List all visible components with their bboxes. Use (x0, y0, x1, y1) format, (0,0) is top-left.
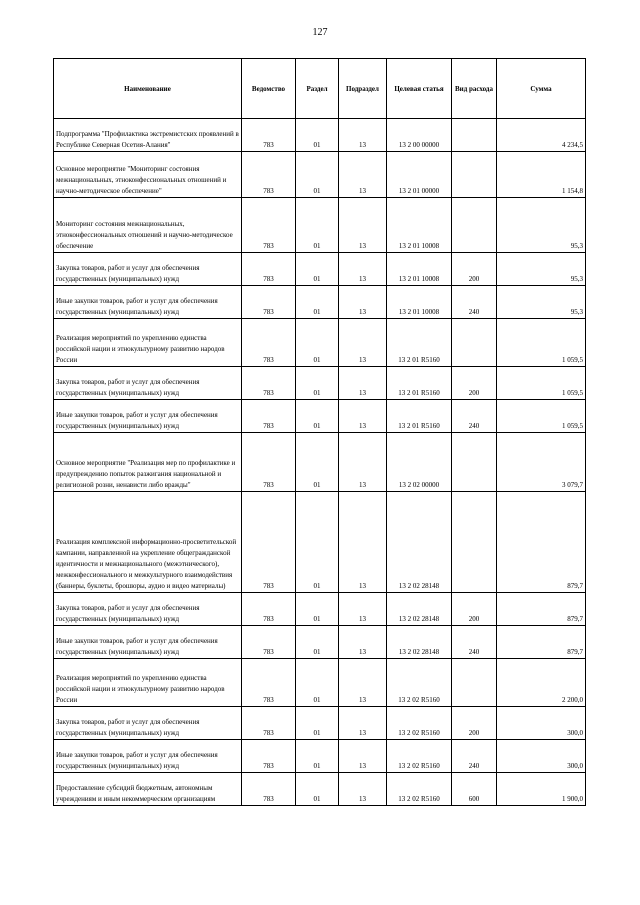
row-amount-cell: 1 059,5 (497, 400, 586, 433)
row-name-cell: Предоставление субсидий бюджетным, автономным учреждениям и иным некоммерческим организациям (54, 773, 242, 806)
row-subsection-cell: 13 (339, 593, 387, 626)
row-expense-type-cell (452, 198, 497, 253)
row-expense-type-cell: 200 (452, 707, 497, 740)
row-department-cell: 783 (242, 659, 296, 707)
row-target-article-cell: 13 2 02 28148 (387, 626, 452, 659)
row-target-article-cell: 13 2 02 R5160 (387, 740, 452, 773)
row-subsection-cell: 13 (339, 659, 387, 707)
table-row (54, 659, 586, 707)
row-name-cell: Иные закупки товаров, работ и услуг для обеспечения государственных (муниципальных) нужд (54, 626, 242, 659)
row-name-cell: Подпрограмма "Профилактика экстремистских проявлений в Республике Северная Осетия-Алания" (54, 119, 242, 152)
row-subsection-cell: 13 (339, 119, 387, 152)
row-amount-cell: 1 900,0 (497, 773, 586, 806)
row-section-cell: 01 (296, 319, 339, 367)
row-name-cell: Реализация мероприятий по укреплению единства российской нации и этнокультурному развитию народов России (54, 319, 242, 367)
row-department-cell: 783 (242, 492, 296, 593)
row-subsection-cell: 13 (339, 152, 387, 198)
table-row (54, 626, 586, 659)
row-subsection-cell: 13 (339, 319, 387, 367)
row-department-cell: 783 (242, 400, 296, 433)
row-subsection-cell: 13 (339, 773, 387, 806)
row-name-cell: Реализация комплексной информационно-просветительской кампании, направленной на укрепление общегражданской идентичности и межнационального (межэтнического), межконфессионального и межкультурного взаимодействия (баннеры, буклеты, брошюры, аудио и видео материалы) (54, 492, 242, 593)
budget-table (53, 58, 586, 806)
row-department-cell: 783 (242, 433, 296, 492)
row-amount-cell: 95,3 (497, 286, 586, 319)
row-section-cell: 01 (296, 593, 339, 626)
row-department-cell: 783 (242, 119, 296, 152)
header-section: Раздел (296, 59, 339, 119)
row-name-cell: Закупка товаров, работ и услуг для обеспечения государственных (муниципальных) нужд (54, 253, 242, 286)
row-name-cell: Основное мероприятие "Реализация мер по профилактике и предупреждению попыток разжигания национальной и религиозной розни, ненависти либо вражды" (54, 433, 242, 492)
row-name-cell: Закупка товаров, работ и услуг для обеспечения государственных (муниципальных) нужд (54, 367, 242, 400)
table-row (54, 492, 586, 593)
row-target-article-cell: 13 2 01 R5160 (387, 367, 452, 400)
row-expense-type-cell: 200 (452, 253, 497, 286)
row-target-article-cell: 13 2 02 00000 (387, 433, 452, 492)
row-department-cell: 783 (242, 707, 296, 740)
table-row (54, 152, 586, 198)
row-subsection-cell: 13 (339, 400, 387, 433)
row-section-cell: 01 (296, 659, 339, 707)
row-department-cell: 783 (242, 367, 296, 400)
row-section-cell: 01 (296, 773, 339, 806)
row-amount-cell: 3 079,7 (497, 433, 586, 492)
row-section-cell: 01 (296, 253, 339, 286)
header-expense-type: Вид расхода (452, 59, 497, 119)
row-expense-type-cell: 240 (452, 626, 497, 659)
row-expense-type-cell (452, 119, 497, 152)
row-target-article-cell: 13 2 02 R5160 (387, 773, 452, 806)
row-department-cell: 783 (242, 253, 296, 286)
table-row (54, 593, 586, 626)
row-department-cell: 783 (242, 740, 296, 773)
row-target-article-cell: 13 2 02 R5160 (387, 707, 452, 740)
header-subsection: Подраздел (339, 59, 387, 119)
row-department-cell: 783 (242, 773, 296, 806)
row-target-article-cell: 13 2 02 R5160 (387, 659, 452, 707)
row-subsection-cell: 13 (339, 740, 387, 773)
table-row (54, 253, 586, 286)
row-name-cell: Мониторинг состояния межнациональных, этноконфессиональных отношений и научно-методическое обеспечение (54, 198, 242, 253)
row-section-cell: 01 (296, 433, 339, 492)
table-row (54, 433, 586, 492)
table-header-row (54, 59, 586, 119)
table-row (54, 286, 586, 319)
row-department-cell: 783 (242, 319, 296, 367)
row-department-cell: 783 (242, 626, 296, 659)
row-target-article-cell: 13 2 01 R5160 (387, 400, 452, 433)
row-amount-cell: 879,7 (497, 492, 586, 593)
row-expense-type-cell: 200 (452, 367, 497, 400)
row-expense-type-cell: 240 (452, 400, 497, 433)
table-row (54, 198, 586, 253)
page-number: 127 (312, 27, 328, 38)
row-department-cell: 783 (242, 286, 296, 319)
row-expense-type-cell: 600 (452, 773, 497, 806)
header-amount: Сумма (497, 59, 586, 119)
row-name-cell: Иные закупки товаров, работ и услуг для обеспечения государственных (муниципальных) нужд (54, 400, 242, 433)
table-row (54, 400, 586, 433)
table-row (54, 319, 586, 367)
row-department-cell: 783 (242, 152, 296, 198)
row-target-article-cell: 13 2 01 10008 (387, 198, 452, 253)
header-target-article: Целевая статья (387, 59, 452, 119)
table-row (54, 740, 586, 773)
row-amount-cell: 2 200,0 (497, 659, 586, 707)
row-section-cell: 01 (296, 626, 339, 659)
row-amount-cell: 1 059,5 (497, 319, 586, 367)
row-subsection-cell: 13 (339, 367, 387, 400)
row-expense-type-cell (452, 433, 497, 492)
row-amount-cell: 1 154,8 (497, 152, 586, 198)
row-name-cell: Основное мероприятие "Мониторинг состояния межнациональных, этноконфессиональных отношений и научно-методическое обеспечение" (54, 152, 242, 198)
row-section-cell: 01 (296, 740, 339, 773)
row-department-cell: 783 (242, 198, 296, 253)
row-section-cell: 01 (296, 198, 339, 253)
row-amount-cell: 879,7 (497, 626, 586, 659)
row-name-cell: Реализация мероприятий по укреплению единства российской нации и этнокультурному развитию народов России (54, 659, 242, 707)
row-expense-type-cell: 240 (452, 740, 497, 773)
row-target-article-cell: 13 2 01 00000 (387, 152, 452, 198)
row-amount-cell: 300,0 (497, 740, 586, 773)
row-name-cell: Иные закупки товаров, работ и услуг для обеспечения государственных (муниципальных) нужд (54, 740, 242, 773)
row-expense-type-cell (452, 659, 497, 707)
row-amount-cell: 95,3 (497, 198, 586, 253)
row-target-article-cell: 13 2 01 10008 (387, 253, 452, 286)
row-subsection-cell: 13 (339, 433, 387, 492)
table-row (54, 707, 586, 740)
row-target-article-cell: 13 2 02 28148 (387, 593, 452, 626)
row-amount-cell: 1 059,5 (497, 367, 586, 400)
row-subsection-cell: 13 (339, 253, 387, 286)
row-target-article-cell: 13 2 01 R5160 (387, 319, 452, 367)
row-section-cell: 01 (296, 286, 339, 319)
table-row (54, 119, 586, 152)
table-row (54, 367, 586, 400)
row-subsection-cell: 13 (339, 286, 387, 319)
row-target-article-cell: 13 2 00 00000 (387, 119, 452, 152)
row-name-cell: Закупка товаров, работ и услуг для обеспечения государственных (муниципальных) нужд (54, 707, 242, 740)
row-amount-cell: 4 234,5 (497, 119, 586, 152)
row-amount-cell: 95,3 (497, 253, 586, 286)
row-expense-type-cell (452, 319, 497, 367)
row-department-cell: 783 (242, 593, 296, 626)
row-section-cell: 01 (296, 119, 339, 152)
row-section-cell: 01 (296, 707, 339, 740)
row-subsection-cell: 13 (339, 198, 387, 253)
row-subsection-cell: 13 (339, 626, 387, 659)
row-section-cell: 01 (296, 152, 339, 198)
row-target-article-cell: 13 2 01 10008 (387, 286, 452, 319)
header-name: Наименование (54, 59, 242, 119)
row-section-cell: 01 (296, 492, 339, 593)
row-name-cell: Закупка товаров, работ и услуг для обеспечения государственных (муниципальных) нужд (54, 593, 242, 626)
row-expense-type-cell (452, 492, 497, 593)
row-expense-type-cell: 240 (452, 286, 497, 319)
row-expense-type-cell: 200 (452, 593, 497, 626)
row-subsection-cell: 13 (339, 707, 387, 740)
row-expense-type-cell (452, 152, 497, 198)
row-name-cell: Иные закупки товаров, работ и услуг для обеспечения государственных (муниципальных) нужд (54, 286, 242, 319)
row-subsection-cell: 13 (339, 492, 387, 593)
row-section-cell: 01 (296, 367, 339, 400)
row-amount-cell: 300,0 (497, 707, 586, 740)
header-department: Ведомство (242, 59, 296, 119)
row-section-cell: 01 (296, 400, 339, 433)
row-amount-cell: 879,7 (497, 593, 586, 626)
table-row (54, 773, 586, 806)
row-target-article-cell: 13 2 02 28148 (387, 492, 452, 593)
